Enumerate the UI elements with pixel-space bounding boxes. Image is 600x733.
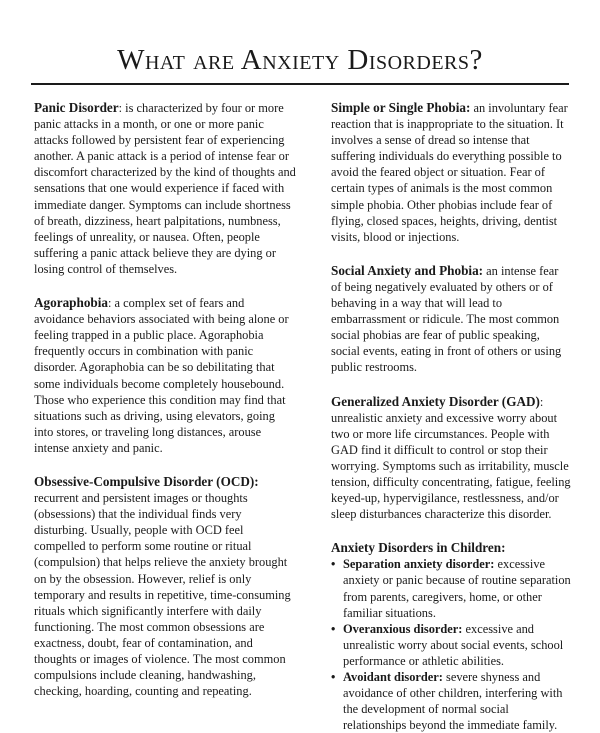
section-agoraphobia <box>34 295 296 456</box>
section-ocd <box>34 474 296 699</box>
bullet-icon: • <box>331 621 336 636</box>
list-item-term: Avoidant disorder: <box>343 670 443 684</box>
list-item-term: Overanxious disorder: <box>343 621 463 636</box>
children-list <box>331 556 571 733</box>
list-item-text: excessive and unrealistic worry about social events, school performance or athletic abilities. <box>343 621 564 668</box>
list-item <box>331 556 571 620</box>
list-item-text: severe shyness and avoidance of other children, interfering with the development of normal social relationships beyond the immediate family. <box>343 670 563 733</box>
section-heading: Anxiety Disorders in Children: <box>331 540 506 556</box>
list-item <box>331 669 571 733</box>
section-heading: Agoraphobia <box>34 295 109 311</box>
page-title: What are Anxiety Disorders? <box>117 44 483 76</box>
section-text: : unrealistic anxiety and excessive worry about two or more life circumstances. People with GAD find it difficult to control or stop their worrying. Symptoms such as irritability, muscle tension, difficulty concentrating, fatigue, feeling keyed-up, hypervigilance, restlessness, and/or sleep disturbances characterize this disorder. <box>331 394 571 522</box>
section-heading: Social Anxiety and Phobia: <box>331 262 484 278</box>
section-text: an intense fear of being negatively evaluated by others or of behaving in a way that will lead to embarrassment or ridicule. The most common social phobias are fear of public speaking, social events, eating in front of others or using public restrooms. <box>331 263 562 375</box>
list-item <box>331 621 571 669</box>
section-heading: Simple or Single Phobia: <box>331 100 471 115</box>
section-heading: Panic Disorder <box>34 100 119 115</box>
title-rule <box>31 83 569 85</box>
list-item-term: Separation anxiety disorder: <box>343 557 495 572</box>
section-panic-disorder <box>34 100 296 277</box>
section-gad <box>331 394 571 523</box>
bullet-icon: • <box>331 557 336 572</box>
section-heading: Generalized Anxiety Disorder (GAD) <box>331 393 540 409</box>
right-column <box>331 100 571 733</box>
left-column <box>34 100 296 699</box>
section-text: : is characterized by four or more panic attacks in a month, or one or more panic attacks followed by persistent fear of experiencing another. A panic attack is a period of intense fear or discomfort characterized by the kind of thoughts and sensations that one would experience if faced with immediate danger. Symptoms can include shortness of breath, dizziness, heart palpitations, numbness, feelings of unreality, or nausea. Often, people suffering a panic attack believe they are dying or losing control of themselves. <box>34 101 296 276</box>
section-children <box>331 540 571 733</box>
section-text: : a complex set of fears and avoidance behaviors associated with being alone or feeling trapped in a public place. Agoraphobia frequently occurs in combination with panic disorder. Agoraphobia can be so debilitating that some individuals become completely housebound. Those who experience this condition may find that situations such as driving, using elevators, going into stores, or traveling long distances, arouse intense anxiety and panic. <box>34 296 289 455</box>
section-simple-phobia <box>331 100 571 245</box>
bullet-icon: • <box>331 670 336 684</box>
section-heading: Obsessive-Compulsive Disorder (OCD): <box>34 473 259 489</box>
list-item-text: excessive anxiety or panic because of routine separation from parents, caregivers, home, or other familiar situations. <box>343 557 571 620</box>
section-social-anxiety <box>331 263 571 376</box>
section-text: recurrent and persistent images or thoughts (obsessions) that the individual finds very disturbing. Usually, people with OCD feel compelled to perform some routine or ritual (compulsion) that helps relieve the anxiety brought on by the obsession. However, relief is only temporary and results in repetitive, time-consuming rituals which significantly interfere with daily functioning. The most common obsessions are exactness, doubt, fear of contamination, and thoughts or images of violence. The most common compulsions include cleaning, handwashing, checking, hoarding, counting and repeating. <box>34 491 291 699</box>
section-text: an involuntary fear reaction that is inappropriate to the situation. It involves a sense of dread so intense that suffering individuals do everything possible to avoid the feared object or situation. Fear of certain types of animals is the most common simple phobia. Other phobias include fear of flying, closed spaces, heights, driving, dentist visits, blood or injections. <box>331 101 568 244</box>
